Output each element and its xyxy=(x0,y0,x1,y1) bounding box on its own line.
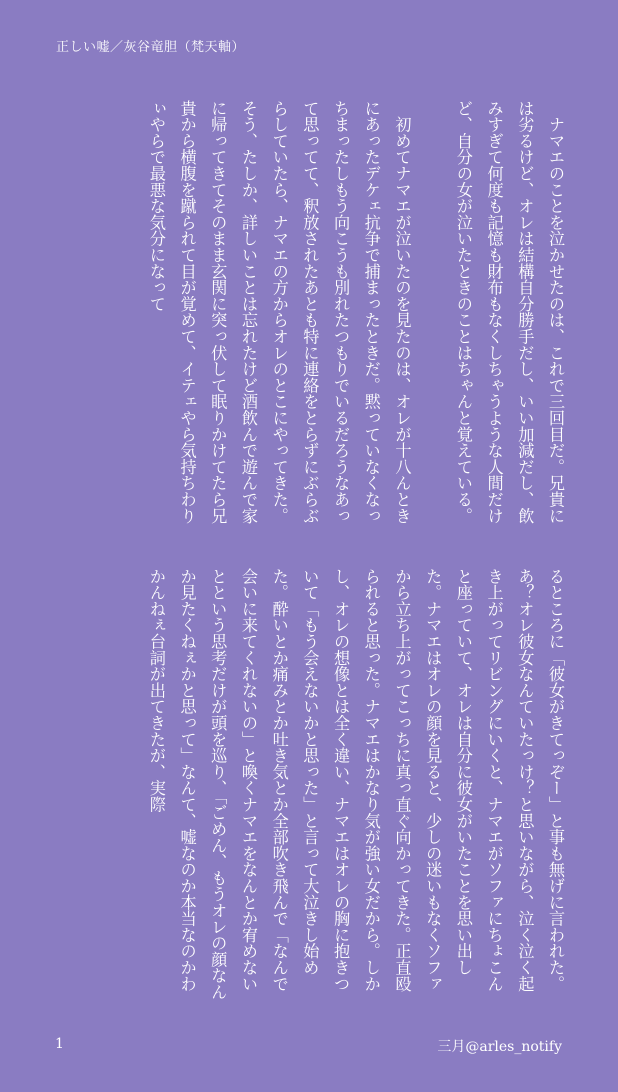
page-title: 正しい嘘／灰谷竜胆（梵天軸） xyxy=(56,40,246,55)
body-text-upper: ナマエのことを泣かせたのは、これで三回目だ。兄貴には劣るけど、オレは結構自分勝手だし、いい加減だし、飲みすぎて何度も記憶も財布もなくしちゃうような人間だけど、自分の女が泣いたときのことはちゃんと覚えている。 初めてナマエが泣いたのを見たのは、オレが十八んときにあったデケェ抗争で捕まったときだ。黙っていなくなっちまったしもう向こうも別れたつもりでいるだろうなあって思ってて、釈放されたあとも特に連絡をとらずにぶらぶらしていたら、ナマエの方からオレのとこにやってきた。そう、たしか、詳しいことは忘れたけど酒飲んで遊んで家に帰ってきてそのまま玄関に突っ伏して眠りかけてたら兄貴から横腹を蹴られて目が覚めて、イテェやら気持ちわりぃやらで最悪な気分になって xyxy=(146,100,565,524)
body-text-lower: るところに「彼女がきてっぞー」と事も無げに言われた。あ？オレ彼女なんていたっけ？と思いながら、泣く泣く起き上がってリビングにいくと、ナマエがソファにちょこんと座っていて、オレは自分に彼女がいたことを思い出した。ナマエはオレの顔を見ると、少しの迷いもなくソファから立ち上がってこっちに真っ直ぐ向かってきた。正直殴られると思った。ナマエはかなり気が強い女だから。しかし、オレの想像とは全く違い、ナマエはオレの胸に抱きついて「もう会えないかと思った」と言って大泣きし始めた。酔いとか痛みとか吐き気とか全部吹き飛んで「なんで会いに来てくれないの」と喚くナマエをなんとか宥めないとという思考だけが頭を巡り、「ごめん、もうオレの顔なんか見たくねぇかと思って」なんて、嘘なのか本当なのかわかんねぇ台詞が出てきたが、実際 xyxy=(146,568,565,1000)
page-number: 1 xyxy=(55,1036,64,1052)
author-credit: 三月@arles_notify xyxy=(437,1039,562,1055)
